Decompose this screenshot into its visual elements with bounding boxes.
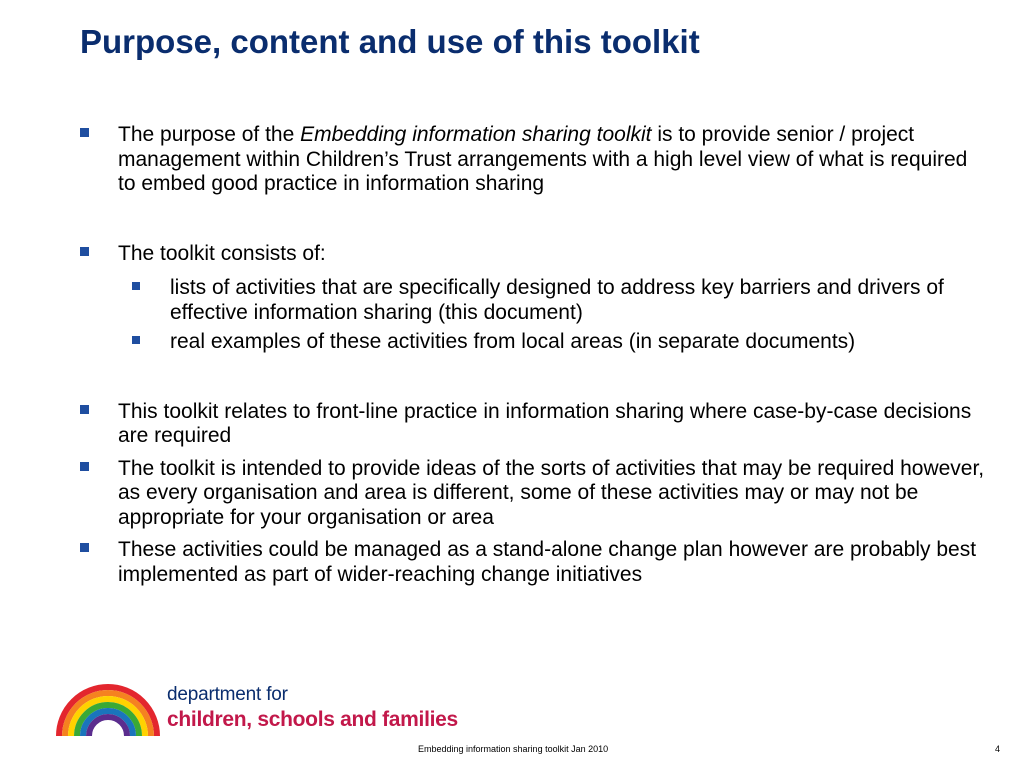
page-number: 4: [995, 744, 1001, 754]
logo-children-text: children, schools and families: [167, 708, 458, 731]
square-bullet-icon: [80, 462, 89, 471]
square-bullet-icon: [80, 405, 89, 414]
bullet-front-line: This toolkit relates to front-line practice in information sharing where case-by-case decisions are required: [80, 400, 990, 449]
square-bullet-icon: [80, 128, 89, 137]
toolkit-name: Embedding information sharing toolkit: [300, 123, 652, 146]
sub-bullet-list: [80, 276, 990, 355]
bullet-change-plan: These activities could be managed as a stand-alone change plan however are probably best implemented as part of wider-reaching change initiatives: [80, 538, 990, 587]
rainbow-icon: [55, 680, 161, 740]
bullet-purpose: The purpose of the Embedding information sharing toolkit is to provide senior / project management within Children’s Trust arrangements with a high level view of what is required to embed good practice in information sharing: [80, 123, 990, 197]
square-bullet-icon: [80, 247, 89, 256]
dcsf-logo: [55, 680, 458, 740]
logo-department-text: department for: [167, 684, 288, 705]
slide-body: [80, 123, 990, 595]
square-bullet-icon: [80, 543, 89, 552]
square-bullet-icon: [132, 336, 140, 344]
sub-bullet-examples: real examples of these activities from local areas (in separate documents): [132, 330, 990, 355]
bullet-consists: The toolkit consists of: lists of activities that are specifically designed to address key barriers and drivers of effective information sharing (this document) real examples of these activities from local areas (in separate documents): [80, 242, 990, 355]
sub-bullet-activities: lists of activities that are specifically designed to address key barriers and drivers of effective information sharing (this document): [132, 276, 990, 325]
footer-text: Embedding information sharing toolkit Jan 2010: [418, 744, 609, 754]
square-bullet-icon: [132, 282, 140, 290]
slide-title: Purpose, content and use of this toolkit: [80, 23, 700, 60]
bullet-ideas: The toolkit is intended to provide ideas of the sorts of activities that may be required however, as every organisation and area is different, some of these activities may or may not be appropriate for your organisation or area: [80, 457, 990, 531]
